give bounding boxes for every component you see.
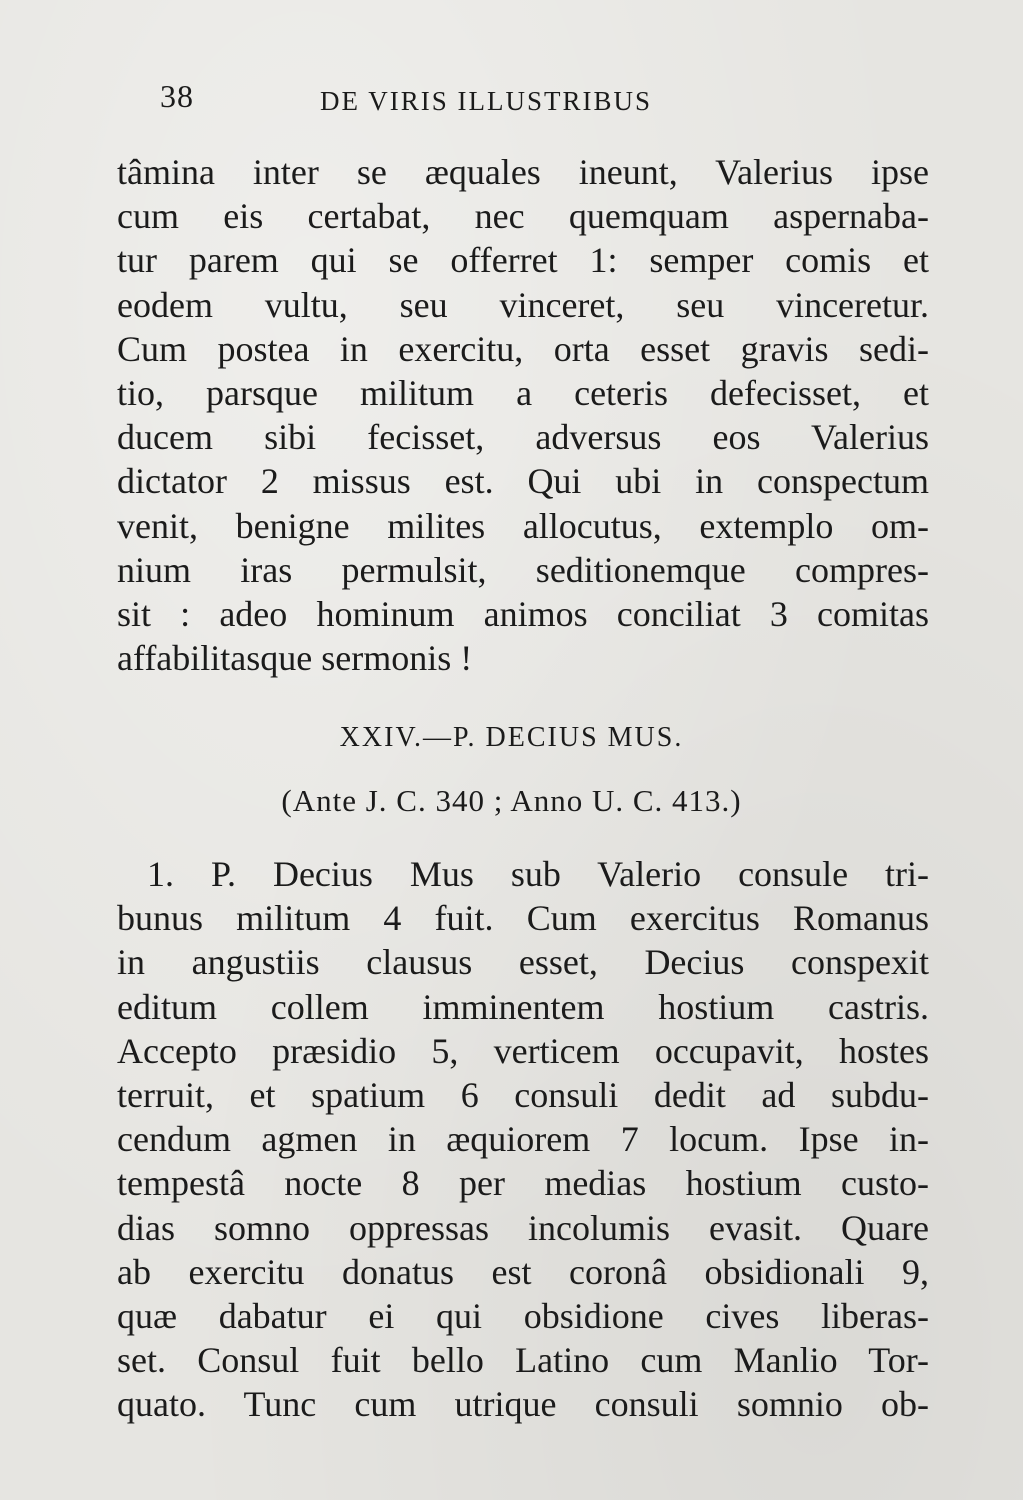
text-line: quato. Tunc cum utrique consuli somnio ob-: [117, 1384, 929, 1425]
text-line: editum collem imminentem hostium castris.: [117, 986, 929, 1027]
text-line: cendum agmen in æquiorem 7 locum. Ipse in-: [117, 1119, 929, 1160]
text-line: dias somno oppressas incolumis evasit. Quare: [117, 1207, 929, 1248]
text-line: quæ dabatur ei qui obsidione cives liberas-: [117, 1295, 929, 1336]
text-line: bunus militum 4 fuit. Cum exercitus Romanus: [117, 898, 929, 939]
text-line: Accepto præsidio 5, verticem occupavit, hostes: [117, 1030, 929, 1071]
text-line: in angustiis clausus esset, Decius conspexit: [117, 942, 929, 983]
text-line: tâmina inter se æquales ineunt, Valerius ipse: [117, 152, 929, 192]
text-line: 1. P. Decius Mus sub Valerio consule tri-: [147, 854, 929, 894]
running-title: DE VIRIS ILLUSTRIBUS: [320, 86, 653, 116]
text-line: eodem vultu, seu vinceret, seu vinceretur.: [117, 284, 929, 325]
text-line: dictator 2 missus est. Qui ubi in conspectum: [117, 461, 929, 502]
text-line: Cum postea in exercitu, orta esset gravis sedi-: [117, 328, 929, 369]
text-line: terruit, et spatium 6 consuli dedit ad subdu-: [117, 1074, 929, 1115]
section-date: (Ante J. C. 340 ; Anno U. C. 413.): [281, 783, 742, 818]
text-line: sit : adeo hominum animos conciliat 3 comitas: [117, 593, 929, 634]
text-line: venit, benigne milites allocutus, extemplo om-: [117, 505, 929, 546]
text-line: cum eis certabat, nec quemquam aspernaba-: [117, 196, 929, 237]
text-line: nium iras permulsit, seditionemque compres-: [117, 549, 929, 590]
text-line: tempestâ nocte 8 per medias hostium custo-: [117, 1163, 929, 1204]
paragraph-1: [117, 150, 929, 680]
section-heading: XXIV.—P. DECIUS MUS.: [339, 722, 684, 753]
paragraph-2: [117, 852, 929, 1426]
text-line: ducem sibi fecisset, adversus eos Valerius: [117, 417, 929, 458]
text-line: tur parem qui se offerret 1: semper comis et: [117, 240, 929, 281]
text-line: set. Consul fuit bello Latino cum Manlio Tor-: [117, 1340, 929, 1381]
text-line: ab exercitu donatus est coronâ obsidionali 9,: [117, 1251, 929, 1292]
page-number: 38: [160, 78, 194, 114]
text-line: tio, parsque militum a ceteris defecisset, et: [117, 372, 929, 413]
text-line: affabilitasque sermonis !: [117, 638, 473, 679]
running-head: [160, 78, 760, 118]
